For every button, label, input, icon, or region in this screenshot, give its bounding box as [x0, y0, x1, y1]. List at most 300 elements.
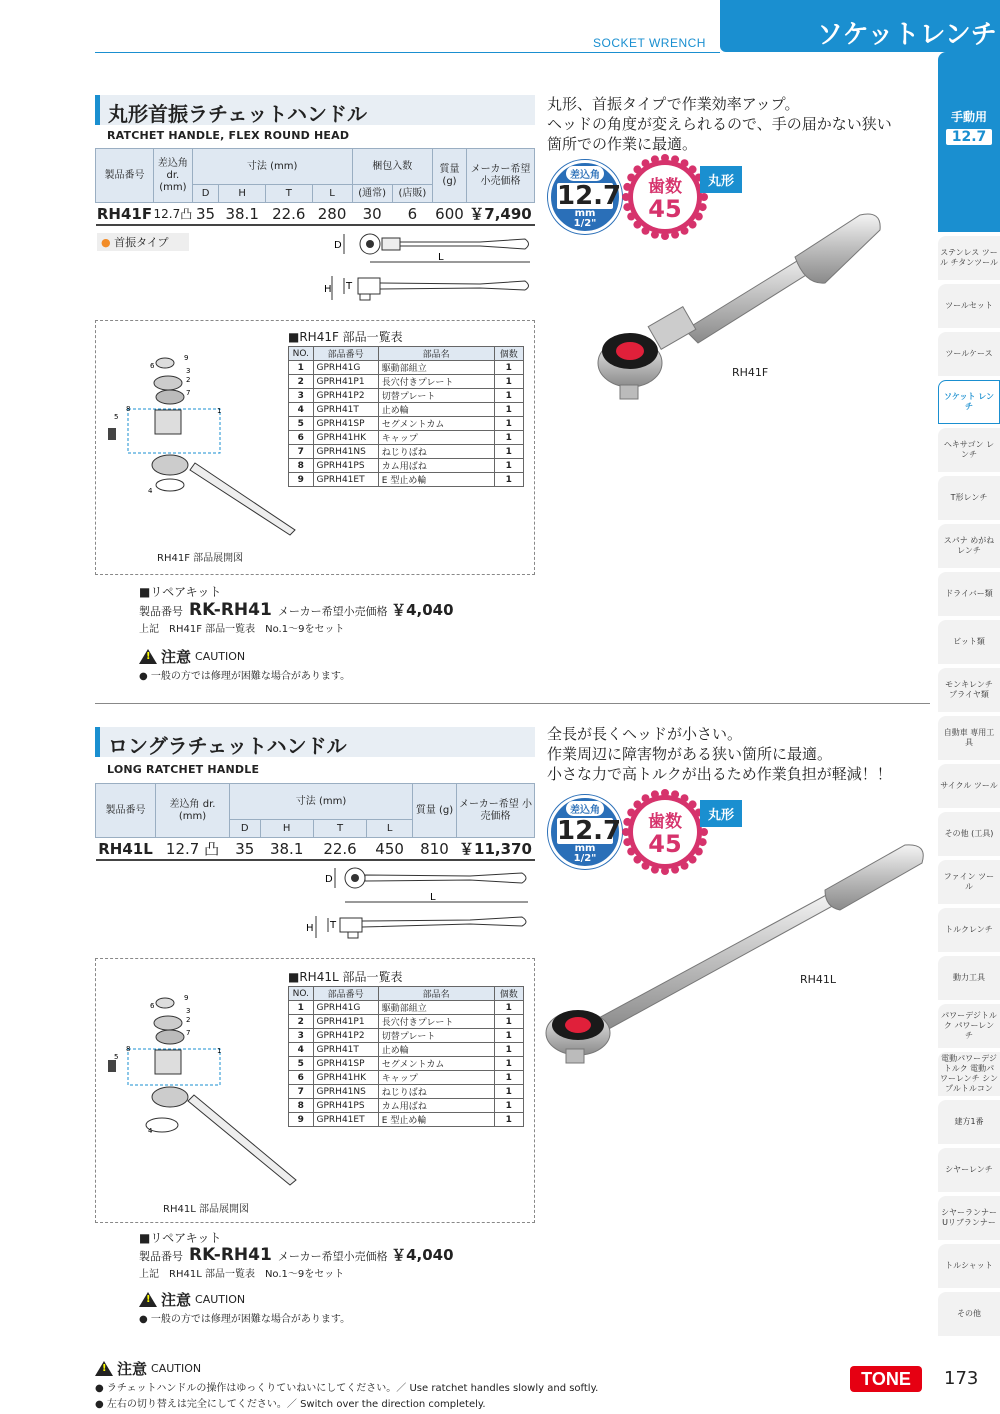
sec2-spec-table — [95, 783, 535, 861]
tab-item[interactable]: ドライバー類 — [938, 572, 1000, 616]
th-l: L — [312, 185, 352, 203]
th-pack-normal: (通常) — [352, 185, 392, 203]
parts-cell-qty: 1 — [494, 1001, 523, 1015]
parts-cell-no: 8 — [289, 459, 314, 473]
th-dim: 寸法 (mm) — [192, 149, 352, 185]
desc-line: 箇所での作業に最適。 — [547, 135, 698, 153]
table-row — [289, 389, 524, 403]
part-head — [152, 1087, 188, 1107]
caution-jp: 注意 — [161, 1291, 192, 1309]
parts-cell-code: GPRH41T — [313, 1043, 378, 1057]
tab-item[interactable]: ソケット レンチ — [938, 380, 1000, 424]
tab-item[interactable]: パワーデジトルク パワーレンチ — [938, 1004, 1000, 1048]
kit-no: RK-RH41 — [189, 600, 272, 620]
kit-no: RK-RH41 — [189, 1245, 272, 1265]
sec1-feature — [97, 233, 189, 251]
sec2-caution — [139, 1289, 245, 1310]
dim-h-label: H — [324, 284, 332, 295]
table-row — [289, 417, 524, 431]
cell-l: 280 — [312, 203, 352, 226]
dim-h-label: H — [306, 923, 314, 934]
parts-cell-name: E 型止め輪 — [378, 473, 494, 487]
parts-cell-name: キャップ — [378, 431, 494, 445]
parts-cell-code: GPRH41HK — [313, 431, 378, 445]
desc-line: 作業周辺に障害物がある狭い箇所に最適。 — [547, 745, 833, 763]
parts-cell-name: 駆動部組立 — [378, 1001, 494, 1015]
th-t: T — [265, 185, 312, 203]
parts-cell-name: 長穴付きプレート — [378, 1015, 494, 1029]
part-plate — [154, 376, 182, 390]
parts-cell-no: 5 — [289, 1057, 314, 1071]
parts-cell-no: 1 — [289, 361, 314, 375]
callout-number: 7 — [186, 1029, 191, 1037]
tab-item[interactable]: トルクレンチ — [938, 908, 1000, 952]
cell-d: 35 — [230, 838, 261, 861]
parts-cell-qty: 1 — [494, 459, 523, 473]
parts-cell-qty: 1 — [494, 1099, 523, 1113]
tab-item[interactable]: サイクル ツール — [938, 764, 1000, 808]
teeth-value: 45 — [648, 830, 682, 858]
cell-h: 38.1 — [219, 203, 266, 226]
parts-cell-code: GPRH41G — [313, 1001, 378, 1015]
tab-main-size: 12.7 — [946, 129, 993, 145]
th-h: H — [260, 820, 313, 838]
sec1-caution-note: ● 一般の方では修理が困難な場合があります。 — [139, 671, 351, 682]
side-square — [348, 932, 358, 938]
parts-head-no: NO. — [289, 987, 314, 1001]
parts-cell-code: GPRH41P2 — [313, 389, 378, 403]
dim-t-label: T — [346, 281, 353, 292]
parts-cell-qty: 1 — [494, 1029, 523, 1043]
side-head — [358, 278, 380, 294]
tab-item[interactable]: ツールセット — [938, 284, 1000, 328]
teeth-label: 歯数 — [648, 812, 682, 832]
parts-cell-no: 9 — [289, 1113, 314, 1127]
parts-cell-name: ねじりばね — [378, 445, 494, 459]
sec1-exploded-diagram — [100, 345, 300, 555]
parts-cell-qty: 1 — [494, 1113, 523, 1127]
parts-head-code: 部品番号 — [313, 347, 378, 361]
part-head — [152, 455, 188, 475]
kit-price-label: メーカー希望小売価格 — [277, 605, 388, 618]
shape-badge: 丸形 — [700, 800, 742, 827]
table-row — [289, 1029, 524, 1043]
cell-pack2: 6 — [392, 203, 432, 226]
kit-no-label: 製品番号 — [139, 1250, 183, 1263]
part-cam — [108, 428, 116, 440]
part-cap — [156, 358, 174, 368]
parts-cell-no: 7 — [289, 445, 314, 459]
cell-model: RH41F — [96, 203, 154, 226]
callout-number: 4 — [148, 487, 153, 495]
caution-jp: 注意 — [117, 1360, 148, 1378]
callout-number: 8 — [126, 1045, 131, 1053]
parts-cell-qty: 1 — [494, 361, 523, 375]
parts-cell-qty: 1 — [494, 1043, 523, 1057]
parts-cell-code: GPRH41P1 — [313, 1015, 378, 1029]
head-core — [351, 874, 359, 882]
badge-drive-inch: 1/2" — [573, 853, 597, 864]
callout-number: 9 — [184, 354, 189, 362]
teeth-value: 45 — [648, 195, 682, 223]
tab-item[interactable]: スパナ めがねレンチ — [938, 524, 1000, 568]
kit-price: ￥4,040 — [391, 1246, 454, 1264]
parts-cell-qty: 1 — [494, 445, 523, 459]
tab-item[interactable]: 電動パワーデジトルク 電動パワーレンチ シンプルトルコン — [938, 1052, 1000, 1096]
sec1-caution — [139, 646, 245, 667]
sec1-feature-text: 首振タイプ — [114, 236, 169, 249]
handle-outline — [365, 873, 526, 883]
kit-price: ￥4,040 — [391, 601, 454, 619]
parts-cell-name: キャップ — [378, 1071, 494, 1085]
part-plate2 — [156, 1030, 184, 1044]
head-core — [366, 240, 374, 248]
table-row — [289, 431, 524, 445]
callout-number: 7 — [186, 389, 191, 397]
th-dim: 寸法 (mm) — [230, 784, 413, 820]
parts-cell-name: カム用ばね — [378, 1099, 494, 1113]
tab-item[interactable]: シヤーレンチ — [938, 1148, 1000, 1192]
parts-cell-name: 駆動部組立 — [378, 361, 494, 375]
sec1-dimension-drawing — [320, 228, 540, 308]
part-handle — [188, 1095, 296, 1185]
tab-list — [938, 236, 1000, 1336]
sec1-description — [547, 94, 892, 154]
side-head — [340, 918, 362, 932]
tab-item[interactable]: ヘキサゴン レンチ — [938, 428, 1000, 472]
sec2-kit-line — [139, 1244, 454, 1265]
table-row — [289, 1057, 524, 1071]
kit-no-label: 製品番号 — [139, 605, 183, 618]
footer-note-2: ● 左右の切り替えは完全にしてください。／ Switch over the direction completely. — [95, 1399, 486, 1410]
th-d: D — [230, 820, 261, 838]
tab-main-label: 手動用 — [950, 110, 987, 124]
cell-t: 22.6 — [265, 203, 312, 226]
parts-cell-code: GPRH41PS — [313, 1099, 378, 1113]
part-cap — [156, 998, 174, 1008]
tab-item[interactable]: 動力工具 — [938, 956, 1000, 1000]
sec2-dimension-drawing — [300, 862, 535, 947]
parts-cell-name: カム用ばね — [378, 459, 494, 473]
callout-number: 5 — [114, 413, 119, 421]
sec2-caution-note: ● 一般の方では修理が困難な場合があります。 — [139, 1314, 351, 1325]
parts-cell-no: 5 — [289, 417, 314, 431]
parts-cell-name: 止め輪 — [378, 403, 494, 417]
sec2-exploded-diagram — [100, 985, 300, 1195]
badge-drive-value: 12.7 — [557, 816, 622, 846]
tab-item[interactable]: ビット類 — [938, 620, 1000, 664]
photo-joint — [648, 307, 696, 350]
parts-cell-qty: 1 — [494, 473, 523, 487]
parts-cell-qty: 1 — [494, 417, 523, 431]
part-plate — [154, 1016, 182, 1030]
parts-cell-name: 切替プレート — [378, 1029, 494, 1043]
table-row — [289, 1001, 524, 1015]
cell-l: 450 — [367, 838, 413, 861]
parts-head-no: NO. — [289, 347, 314, 361]
parts-cell-name: E 型止め輪 — [378, 1113, 494, 1127]
parts-cell-code: GPRH41T — [313, 403, 378, 417]
badge-drive-label: 差込角 — [566, 801, 604, 816]
rh41l-product-photo — [540, 835, 930, 1075]
sec1-subtitle: RATCHET HANDLE, FLEX ROUND HEAD — [107, 129, 350, 142]
dim-d-label: D — [325, 874, 333, 885]
page-number: 173 — [944, 1368, 979, 1389]
photo-grip — [795, 214, 880, 283]
footer-caution — [95, 1358, 201, 1379]
caution-en: CAUTION — [151, 1362, 202, 1375]
sec1-kit-note: 上記 RH41F 部品一覧表 No.1〜9をセット — [139, 624, 345, 635]
badge-drive-value: 12.7 — [557, 181, 622, 211]
parts-head-qty: 個数 — [494, 987, 523, 1001]
side-square — [360, 294, 370, 300]
parts-cell-no: 4 — [289, 1043, 314, 1057]
cell-d: 35 — [192, 203, 219, 226]
sec1-parts-table — [288, 346, 524, 487]
parts-cell-no: 2 — [289, 1015, 314, 1029]
tab-item[interactable]: その他 — [938, 1292, 1000, 1336]
table-row — [289, 375, 524, 389]
photo-button — [565, 1017, 591, 1033]
tab-item[interactable]: モンキレンチ プライヤ類 — [938, 668, 1000, 712]
kit-price-label: メーカー希望小売価格 — [277, 1250, 388, 1263]
photo-button — [616, 342, 644, 360]
table-row — [289, 1043, 524, 1057]
callout-number: 6 — [150, 1002, 155, 1010]
parts-cell-qty: 1 — [494, 375, 523, 389]
tab-item[interactable]: 自動車 専用工具 — [938, 716, 1000, 760]
parts-head-qty: 個数 — [494, 347, 523, 361]
table-row — [289, 1113, 524, 1127]
shape-badge: 丸形 — [700, 166, 742, 193]
photo-square-drive — [566, 1049, 584, 1063]
footer-note-1: ● ラチェットハンドルの操作はゆっくりていねいにしてください。／ Use ratchet handles slowly and softly. — [95, 1383, 599, 1394]
tab-item[interactable]: ステンレス ツール チタンツール — [938, 236, 1000, 280]
caution-en: CAUTION — [195, 1293, 246, 1306]
table-row — [289, 1099, 524, 1113]
callout-number: 2 — [186, 376, 191, 384]
tab-item[interactable]: シヤーランナー Uリブランナー — [938, 1196, 1000, 1240]
tab-manual[interactable] — [938, 52, 1000, 232]
sec2-kit-note: 上記 RH41L 部品一覧表 No.1〜9をセット — [139, 1269, 345, 1280]
badge-drive-unit: mm — [574, 843, 596, 854]
part-cam — [108, 1060, 116, 1072]
parts-cell-qty: 1 — [494, 1085, 523, 1099]
parts-cell-no: 7 — [289, 1085, 314, 1099]
parts-cell-code: GPRH41ET — [313, 1113, 378, 1127]
sec2-parts-title: ■RH41L 部品一覧表 — [288, 970, 403, 984]
parts-cell-qty: 1 — [494, 1057, 523, 1071]
callout-number: 3 — [186, 1007, 191, 1015]
callout-number: 9 — [184, 994, 189, 1002]
cell-drive: 12.7凸 — [154, 203, 193, 226]
part-ring — [156, 479, 184, 491]
sec1-kit-line — [139, 599, 454, 620]
dim-d-label: D — [334, 240, 342, 251]
dim-t-label: T — [330, 920, 337, 931]
th-pack-store: (店販) — [392, 185, 432, 203]
sec1-title: 丸形首振ラチェットハンドル — [95, 95, 535, 125]
warning-icon — [95, 1361, 113, 1376]
section-divider — [95, 703, 930, 704]
th-t: T — [313, 820, 366, 838]
sec1-spec-table — [95, 148, 535, 226]
parts-cell-no: 9 — [289, 473, 314, 487]
side-handle — [380, 281, 529, 290]
handle-outline — [400, 239, 529, 249]
parts-cell-name: 止め輪 — [378, 1043, 494, 1057]
photo-square-drive — [620, 385, 638, 399]
parts-cell-name: 長穴付きプレート — [378, 375, 494, 389]
parts-cell-qty: 1 — [494, 1015, 523, 1029]
table-row — [289, 361, 524, 375]
category-tabs — [938, 52, 1000, 1336]
parts-cell-qty: 1 — [494, 431, 523, 445]
th-d: D — [192, 185, 219, 203]
parts-cell-code: GPRH41ET — [313, 473, 378, 487]
sec2-parts-table — [288, 986, 524, 1127]
sec2-product-label: RH41L — [800, 973, 837, 986]
badge-drive-inch: 1/2" — [573, 218, 597, 229]
parts-cell-code: GPRH41SP — [313, 1057, 378, 1071]
parts-cell-no: 1 — [289, 1001, 314, 1015]
desc-line: 丸形、首振タイプで作業効率アップ。 — [547, 95, 800, 113]
cell-mass: 810 — [413, 838, 457, 861]
th-pack: 梱包入数 — [352, 149, 432, 185]
th-l: L — [367, 820, 413, 838]
tab-item[interactable]: ファイン ツール — [938, 860, 1000, 904]
cell-model: RH41L — [96, 838, 156, 861]
parts-cell-code: GPRH41G — [313, 361, 378, 375]
dim-l-label: L — [430, 892, 436, 903]
header-en: SOCKET WRENCH — [593, 36, 706, 50]
sec1-kit-head: ■リペアキット — [139, 585, 222, 599]
sec2-parts-caption: RH41L 部品展開図 — [163, 1204, 249, 1215]
warning-icon — [139, 649, 157, 664]
cell-price: ￥11,370 — [457, 838, 535, 861]
dim-l-label: L — [438, 252, 444, 263]
table-row — [289, 1071, 524, 1085]
teeth-label: 歯数 — [648, 177, 682, 197]
callout-number: 6 — [150, 362, 155, 370]
tab-item[interactable]: トルシャット — [938, 1244, 1000, 1288]
parts-cell-code: GPRH41P1 — [313, 375, 378, 389]
joint — [382, 238, 400, 250]
sec2-subtitle: LONG RATCHET HANDLE — [107, 763, 260, 776]
parts-cell-no: 2 — [289, 375, 314, 389]
badge-drive-unit: mm — [574, 208, 596, 219]
header-title: ソケットレンチ — [720, 0, 1000, 52]
parts-cell-name: セグメントカム — [378, 1057, 494, 1071]
table-row — [289, 403, 524, 417]
parts-cell-no: 3 — [289, 389, 314, 403]
badge-drive-label: 差込角 — [566, 166, 604, 181]
desc-line: 小さな力で高トルクが出るため作業負担が軽減！！ — [547, 765, 892, 783]
part-drive — [155, 1050, 181, 1074]
cell-h: 38.1 — [260, 838, 313, 861]
parts-cell-no: 3 — [289, 1029, 314, 1043]
callout-number: 4 — [148, 1127, 153, 1135]
part-drive — [155, 410, 181, 434]
parts-cell-code: GPRH41NS — [313, 1085, 378, 1099]
parts-cell-code: GPRH41NS — [313, 445, 378, 459]
th-model: 製品番号 — [96, 784, 156, 838]
sec1-parts-caption: RH41F 部品展開図 — [157, 553, 244, 564]
side-handle — [362, 917, 526, 927]
parts-cell-code: GPRH41HK — [313, 1071, 378, 1085]
parts-cell-code: GPRH41SP — [313, 417, 378, 431]
table-row — [289, 1085, 524, 1099]
callout-number: 1 — [217, 407, 222, 415]
caution-jp: 注意 — [161, 648, 192, 666]
parts-cell-qty: 1 — [494, 1071, 523, 1085]
cell-price: ￥7,490 — [467, 203, 535, 226]
warning-icon — [139, 1292, 157, 1307]
th-h: H — [219, 185, 266, 203]
sec1-parts-title: ■RH41F 部品一覧表 — [288, 330, 403, 344]
table-row — [289, 445, 524, 459]
tab-item[interactable]: ツールケース — [938, 332, 1000, 376]
part-handle — [190, 463, 295, 535]
parts-cell-name: ねじりばね — [378, 1085, 494, 1099]
parts-cell-no: 8 — [289, 1099, 314, 1113]
callout-number: 2 — [186, 1016, 191, 1024]
header-rule — [95, 52, 720, 53]
th-drive: 差込角 dr. (mm) — [156, 784, 230, 838]
th-model: 製品番号 — [96, 149, 154, 203]
photo-shaft — [595, 893, 838, 1031]
exploded-parts — [108, 358, 295, 535]
tab-item[interactable]: 建方1番 — [938, 1100, 1000, 1144]
sec2-description — [547, 724, 892, 784]
part-plate2 — [156, 390, 184, 404]
sec2-title: ロングラチェットハンドル — [95, 727, 535, 757]
th-price: メーカー希望 小売価格 — [457, 784, 535, 838]
bullet-icon: ● — [101, 236, 111, 249]
parts-cell-no: 4 — [289, 403, 314, 417]
tab-item[interactable]: T形レンチ — [938, 476, 1000, 520]
photo-grip — [825, 845, 923, 910]
table-row — [289, 473, 524, 487]
table-row — [289, 459, 524, 473]
callout-number: 1 — [217, 1047, 222, 1055]
brand-logo: TONE — [850, 1366, 922, 1392]
callout-number: 5 — [114, 1053, 119, 1061]
parts-cell-qty: 1 — [494, 403, 523, 417]
th-mass: 質量 (g) — [433, 149, 467, 203]
parts-head-code: 部品番号 — [313, 987, 378, 1001]
tab-item[interactable]: その他 (工具) — [938, 812, 1000, 856]
rh41f-product-photo — [590, 205, 890, 415]
callout-number: 8 — [126, 405, 131, 413]
parts-cell-no: 6 — [289, 1071, 314, 1085]
sec1-product-label: RH41F — [732, 366, 769, 379]
parts-head-name: 部品名 — [378, 987, 494, 1001]
cell-mass: 600 — [433, 203, 467, 226]
table-row — [289, 1015, 524, 1029]
parts-cell-name: セグメントカム — [378, 417, 494, 431]
parts-cell-code: GPRH41P2 — [313, 1029, 378, 1043]
callout-number: 3 — [186, 367, 191, 375]
th-mass: 質量 (g) — [413, 784, 457, 838]
parts-cell-no: 6 — [289, 431, 314, 445]
parts-cell-qty: 1 — [494, 389, 523, 403]
th-price: メーカー希望 小売価格 — [467, 149, 535, 203]
cell-pack1: 30 — [352, 203, 392, 226]
sec2-kit-head: ■リペアキット — [139, 1231, 222, 1245]
parts-cell-name: 切替プレート — [378, 389, 494, 403]
cell-drive: 12.7 凸 — [156, 838, 230, 861]
